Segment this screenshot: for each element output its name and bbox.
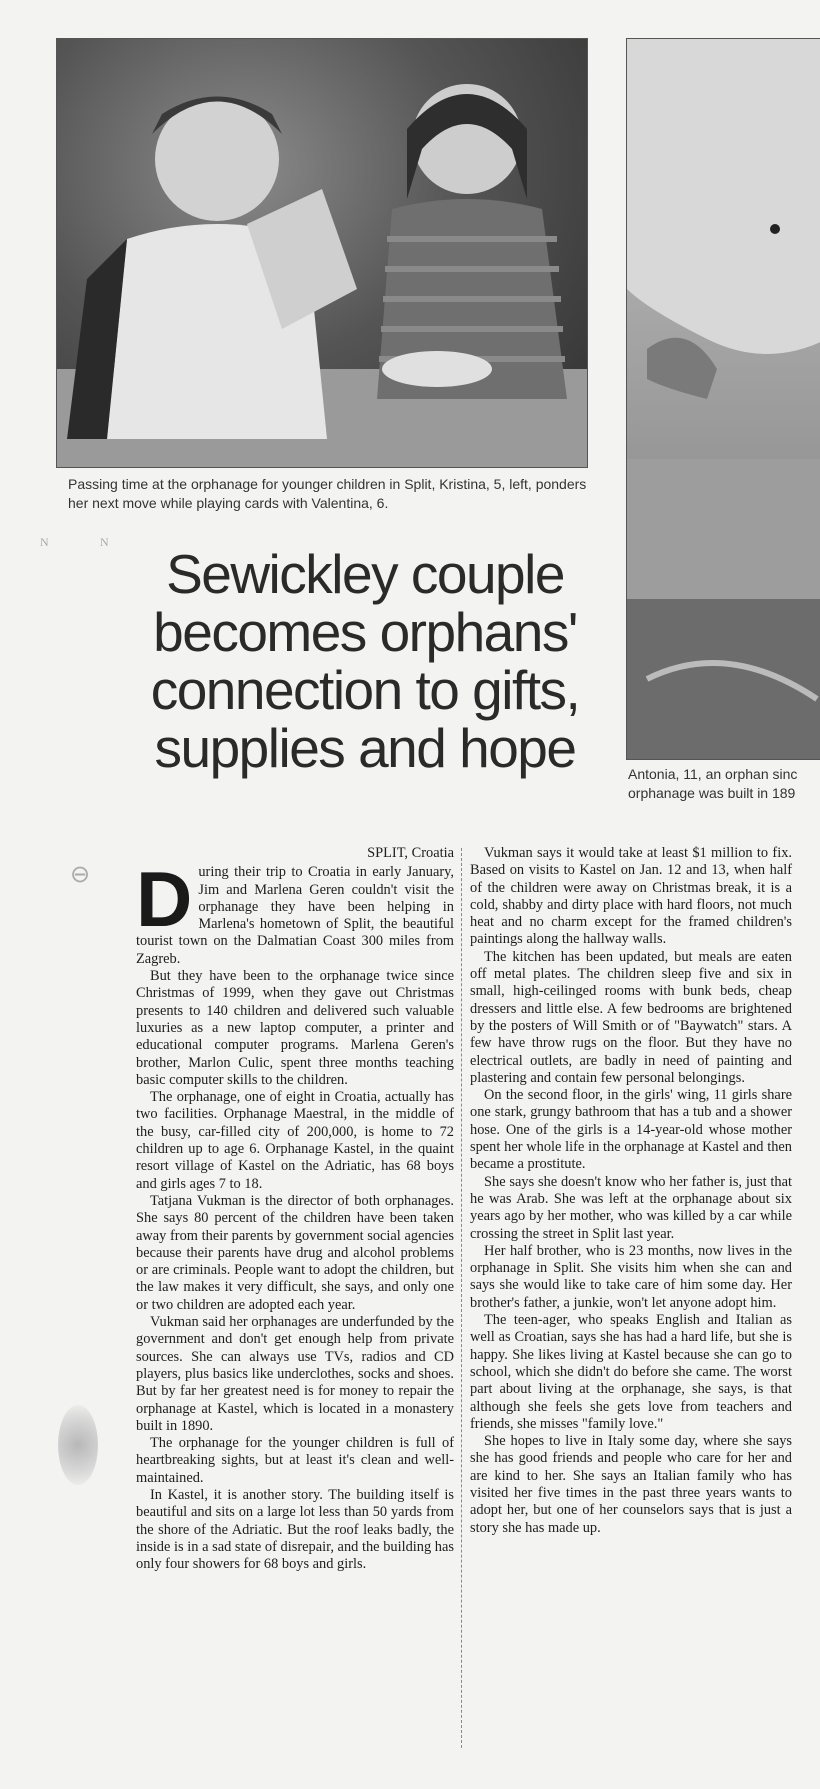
photo-caption-side-line1: Antonia, 11, an orphan sinc <box>628 766 798 782</box>
photo-antonia <box>626 38 820 760</box>
drop-cap: D <box>136 855 193 944</box>
dateline: SPLIT, Croatia <box>367 845 454 861</box>
photo-antonia-illustration <box>627 39 820 759</box>
article-paragraph: She says she doesn't know who her father is, just that he was Arab. She was left at the orphanage about six years ago by her mother, who was killed by a car while crossing the street in Split last year. <box>470 1173 792 1242</box>
article-paragraph: Vukman said her orphanages are underfunded by the government and don't get enough help from private sources. She can always use TVs, radios and CD players, plus basics like underclothes, socks and shoes. But by far her greatest need is for money to repair the orphanage at Kastel, which is located in a monastery built in 1890. <box>136 1314 454 1434</box>
article-paragraph: Tatjana Vukman is the director of both orphanages. She says 80 percent of the children have been taken away from their parents by government social agencies because their parents have drug and alcohol problems or are criminals. People want to adopt the children, but the law makes it very difficult, she says, and only one or two children are adopted each year. <box>136 1192 454 1313</box>
article-paragraph: She hopes to live in Italy some day, where she says she has good friends and people who care for her and are kind to her. She says an Italian family who has visited her five times in the past three years wants to adopt her, but one of her counselors says that is just a story she has made up. <box>470 1433 792 1536</box>
article-paragraph: The kitchen has been updated, but meals are eaten off metal plates. The children sleep five and six in small, high-ceilinged rooms with bunk beds, cheap dressers and little else. A few bedrooms are brightened by the posters of Will Smith or of "Baywatch" stars. A few have throw rugs on the floor. But they have no electrical outlets, are badly in need of painting and plastering and contain few personal belongings. <box>470 948 792 1086</box>
article-column-right <box>470 845 792 1537</box>
article-paragraph: Her half brother, who is 23 months, now lives in the orphanage in Split. She visits him when she can and says she would like to take care of him some day. Her brother's father, a junkie, won't let anyone adopt him. <box>470 1242 792 1311</box>
article-paragraph: In Kastel, it is another story. The building itself is beautiful and sits on a large lot less than 50 yards from the shore of the Adriatic. But the roof leaks badly, the inside is in a sad state of disrepair, and the building has only four showers for 68 boys and girls. <box>136 1486 454 1573</box>
column-divider <box>461 848 462 1748</box>
article-headline: Sewickley couple becomes orphans' connection to gifts, supplies and hope <box>150 543 580 779</box>
scan-bleed-mark: N <box>100 535 109 549</box>
article-paragraph: uring their trip to Croatia in early January, Jim and Marlena Geren couldn't visit the orphanage they have been helping in Marlena's hometown of Split, the beautiful tourist town on the Dalmatian Coast 300 miles from Zagreb. <box>136 864 454 967</box>
photo-children-illustration <box>57 39 587 467</box>
article-paragraph: On the second floor, in the girls' wing, 11 girls share one stark, grungy bathroom that has a tub and a shower hose. One of the girls is a 14-year-old whose mother spent her whole life in the orphanage at Kastel and then became a prostitute. <box>470 1087 792 1173</box>
scan-bleed-mark: ⊖ <box>70 862 91 888</box>
photo-caption-side-line2: orphanage was built in 189 <box>628 785 796 801</box>
article-paragraph: Vukman says it would take at least $1 million to fix. Based on visits to Kastel on Jan. 12 and 13, when half of the children were away on Christmas break, it is a cold, shabby and dirty place with hard floors, not much heat and no charm except for the framed children's paintings along the hallway walls. <box>470 845 792 948</box>
scan-bleed-blot <box>58 1405 98 1485</box>
article-paragraph: The orphanage for the younger children is full of heartbreaking sights, but at least it's clean and well-maintained. <box>136 1435 454 1486</box>
article-paragraph: But they have been to the orphanage twice since Christmas of 1999, when they gave out Christmas presents to 140 children and delivered such valuable luxuries as a new laptop computer, a printer and educational computer programs. Marlena Geren's brother, Marlon Culic, spent three months teaching basic computer skills to the children. <box>136 968 454 1088</box>
photo-children-playing-cards <box>56 38 588 468</box>
article-paragraph: The orphanage, one of eight in Croatia, actually has two facilities. Orphanage Maestral, in the middle of the busy, car-filled city of 200,000, is home to 72 children up to age 6. Orphanage Kastel, in the quaint resort village of Kastel on the Adriatic, has 68 boys and girls ages 7 to 18. <box>136 1089 454 1192</box>
scan-bleed-mark: N <box>40 535 49 549</box>
photo-caption-main: Passing time at the orphanage for younger children in Split, Kristina, 5, left, ponders her next move while playing cards with Valentina, 6. <box>68 476 587 511</box>
article-paragraph: The teen-ager, who speaks English and Italian as well as Croatian, says she has had a hard life, but she is happy. She likes living at Kastel because she can go to school, which she didn't do before she came. The worst part about living at the orphanage, she says, is that although she feels she gets love from teachers and friends, she misses "family love." <box>470 1312 792 1432</box>
photo-caption-side <box>628 765 820 803</box>
article-column-left <box>136 845 454 1573</box>
